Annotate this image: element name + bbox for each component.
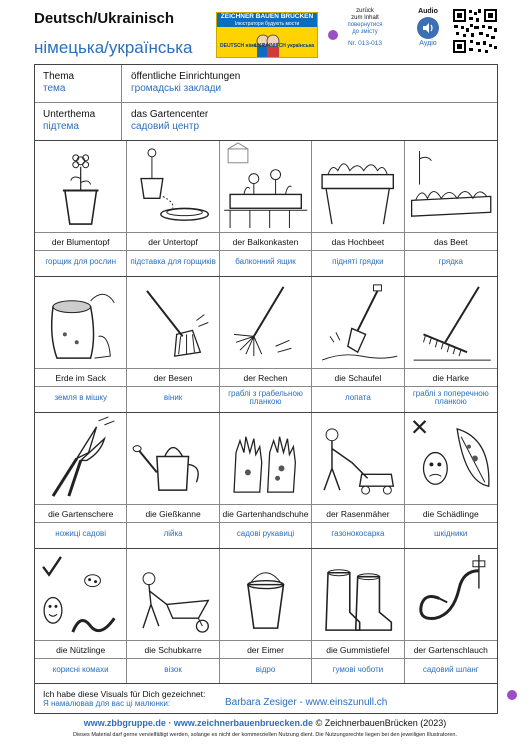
- back-label-de-2: zum Inhalt: [351, 15, 379, 21]
- word-uk: земля в мішку: [54, 392, 107, 402]
- leaf-rake-icon: [220, 277, 311, 368]
- footer-links: [0, 718, 530, 728]
- word-de: die Schubkarre: [127, 641, 218, 659]
- word-uk: відро: [255, 664, 276, 674]
- raised-bed-icon: [312, 141, 403, 232]
- word-uk: грядка: [438, 256, 463, 266]
- thema-label-uk: тема: [43, 83, 66, 94]
- saucer-icon: [127, 141, 218, 232]
- word-uk: балконний ящик: [235, 256, 296, 266]
- word-de: der Besen: [127, 369, 218, 387]
- balcony-box-icon: [220, 141, 311, 232]
- audio-section[interactable]: [410, 8, 446, 47]
- vocab-card: [127, 413, 219, 548]
- side-stamp-uk: [512, 652, 530, 661]
- thema-label-de: Thema: [43, 71, 75, 82]
- bucket-icon: [220, 549, 311, 640]
- vocab-card: [35, 141, 127, 276]
- vocab-card: [312, 277, 404, 412]
- unterthema-label-de: Unterthema: [43, 109, 96, 120]
- back-to-contents-link[interactable]: [334, 8, 396, 47]
- word-uk: садові рукавиці: [236, 528, 295, 538]
- word-de: das Beet: [405, 233, 497, 251]
- beneficial-insects-icon: [35, 549, 126, 640]
- side-stamp: [503, 400, 517, 680]
- word-uk: підставка для горщиків: [130, 256, 216, 266]
- title-german: Deutsch/Ukrainisch: [34, 10, 175, 27]
- word-uk: корисні комахи: [52, 664, 109, 674]
- word-uk: гумові чоботи: [332, 664, 384, 674]
- vocab-card: [405, 413, 497, 548]
- rubber-boots-icon: [312, 549, 403, 640]
- banner-left-label: DEUTSCH німецька: [220, 43, 268, 49]
- website-links[interactable]: www.zbbgruppe.de · www.zeichnerbauenbruecken.de: [83, 718, 314, 728]
- word-de: die Harke: [405, 369, 497, 387]
- vocab-card: [220, 413, 312, 548]
- thema-row: [35, 65, 497, 103]
- speaker-icon: [421, 21, 435, 35]
- back-label-uk-2: до змісту: [352, 29, 378, 35]
- illustrators-icon: [253, 27, 283, 57]
- banner-subtitle: Ілюстратори будують мости: [234, 21, 300, 27]
- back-label-uk-1: повернутися: [347, 22, 383, 28]
- banner-right-label: UKRAINISCH українська: [254, 43, 314, 49]
- unterthema-value-uk: садовий центр: [131, 121, 200, 132]
- garden-rake-icon: [405, 277, 497, 368]
- word-de: die Gießkanne: [127, 505, 218, 523]
- word-uk: лопата: [344, 392, 371, 402]
- banner-title: ZEICHNER BAUEN BRÜCKEN: [220, 13, 314, 20]
- word-uk: граблі з поперечною планкою: [412, 388, 489, 406]
- word-de: der Rechen: [220, 369, 311, 387]
- word-de: Erde im Sack: [35, 369, 126, 387]
- unterthema-value-de: das Gartencenter: [131, 109, 209, 120]
- word-de: die Gartenhandschuhe: [220, 505, 311, 523]
- word-de: der Balkonkasten: [220, 233, 311, 251]
- vocabulary-sheet: [34, 64, 498, 714]
- vocab-card: [35, 413, 127, 548]
- audio-label-de: Audio: [418, 8, 438, 15]
- vocab-card: [220, 141, 312, 276]
- illustrator-note-uk: Я намалював для вас ці малюнки:: [43, 699, 171, 708]
- garden-gloves-icon: [220, 413, 311, 504]
- shovel-icon: [312, 277, 403, 368]
- title-ukrainian: німецька/українська: [34, 38, 193, 57]
- word-de: die Nützlinge: [35, 641, 126, 659]
- word-de: der Untertopf: [127, 233, 218, 251]
- qr-code-icon[interactable]: [452, 8, 498, 54]
- vocab-card: [405, 277, 497, 412]
- word-de: die Schädlinge: [405, 505, 497, 523]
- word-uk: газонокосарка: [331, 528, 385, 538]
- vocab-card: [220, 549, 312, 683]
- garden-hose-icon: [405, 549, 497, 640]
- thema-value-de: öffentliche Einrichtungen: [131, 71, 241, 82]
- pruning-shears-icon: [35, 413, 126, 504]
- word-uk: візок: [164, 664, 182, 674]
- flower-pot-icon: [35, 141, 126, 232]
- audio-label-uk: Аудіо: [419, 40, 437, 47]
- vocab-card: [35, 549, 127, 683]
- vocab-card: [405, 549, 497, 683]
- word-uk: граблі з грабельною планкою: [228, 388, 303, 406]
- vocab-card: [127, 549, 219, 683]
- word-de: das Hochbeet: [312, 233, 403, 251]
- word-uk: підняті грядки: [332, 256, 384, 266]
- legal-notice: Dieses Material darf gerne vervielfältigt werden, solange es nicht der kommerziellen Nutzung dient. Die Nutzungsrechte liegen bei den jeweiligen Illustratoren.: [73, 732, 457, 738]
- soil-sack-icon: [35, 277, 126, 368]
- word-uk: віник: [163, 392, 183, 402]
- word-de: die Schaufel: [312, 369, 403, 387]
- back-label-de-1: zurück: [356, 8, 374, 14]
- vocab-card: [127, 277, 219, 412]
- vocab-card: [405, 141, 497, 276]
- word-de: der Blumentopf: [35, 233, 126, 251]
- broom-icon: [127, 277, 218, 368]
- unterthema-row: [35, 103, 497, 141]
- copyright-text: © ZeichnerbauenBrücken (2023): [315, 718, 447, 728]
- lawn-mower-icon: [312, 413, 403, 504]
- wheelbarrow-icon: [127, 549, 218, 640]
- thema-value-uk: громадські заклади: [131, 83, 222, 94]
- word-uk: горщик для рослин: [45, 256, 117, 266]
- illustrator-note: [43, 689, 205, 709]
- zeichner-bauen-bruecken-logo: [216, 12, 318, 58]
- illustrator-note-de: Ich habe diese Visuals für Dich gezeichnet:: [43, 689, 206, 699]
- flower-bed-icon: [405, 141, 497, 232]
- audio-button[interactable]: [417, 17, 439, 39]
- vocab-card: [312, 549, 404, 683]
- word-de: der Rasenmäher: [312, 505, 403, 523]
- word-de: die Gartenschere: [35, 505, 126, 523]
- word-uk: садовий шланг: [422, 664, 479, 674]
- word-uk: ножиці садові: [55, 528, 107, 538]
- word-uk: лійка: [163, 528, 183, 538]
- word-de: der Gartenschlauch: [405, 641, 497, 659]
- word-de: die Gummistiefel: [312, 641, 403, 659]
- word-de: der Eimer: [220, 641, 311, 659]
- author-link[interactable]: Barbara Zesiger - www.einszunull.ch: [225, 697, 388, 708]
- unterthema-label-uk: підтема: [43, 121, 79, 132]
- pests-icon: [405, 413, 497, 504]
- page-marker-dot[interactable]: [507, 690, 517, 700]
- vocab-card: [312, 413, 404, 548]
- page-number-code: Nr. 013-013: [348, 40, 382, 47]
- vocab-card: [127, 141, 219, 276]
- vocab-card: [35, 277, 127, 412]
- word-uk: шкідники: [434, 528, 468, 538]
- vocab-card: [220, 277, 312, 412]
- vocab-card: [312, 141, 404, 276]
- watering-can-icon: [127, 413, 218, 504]
